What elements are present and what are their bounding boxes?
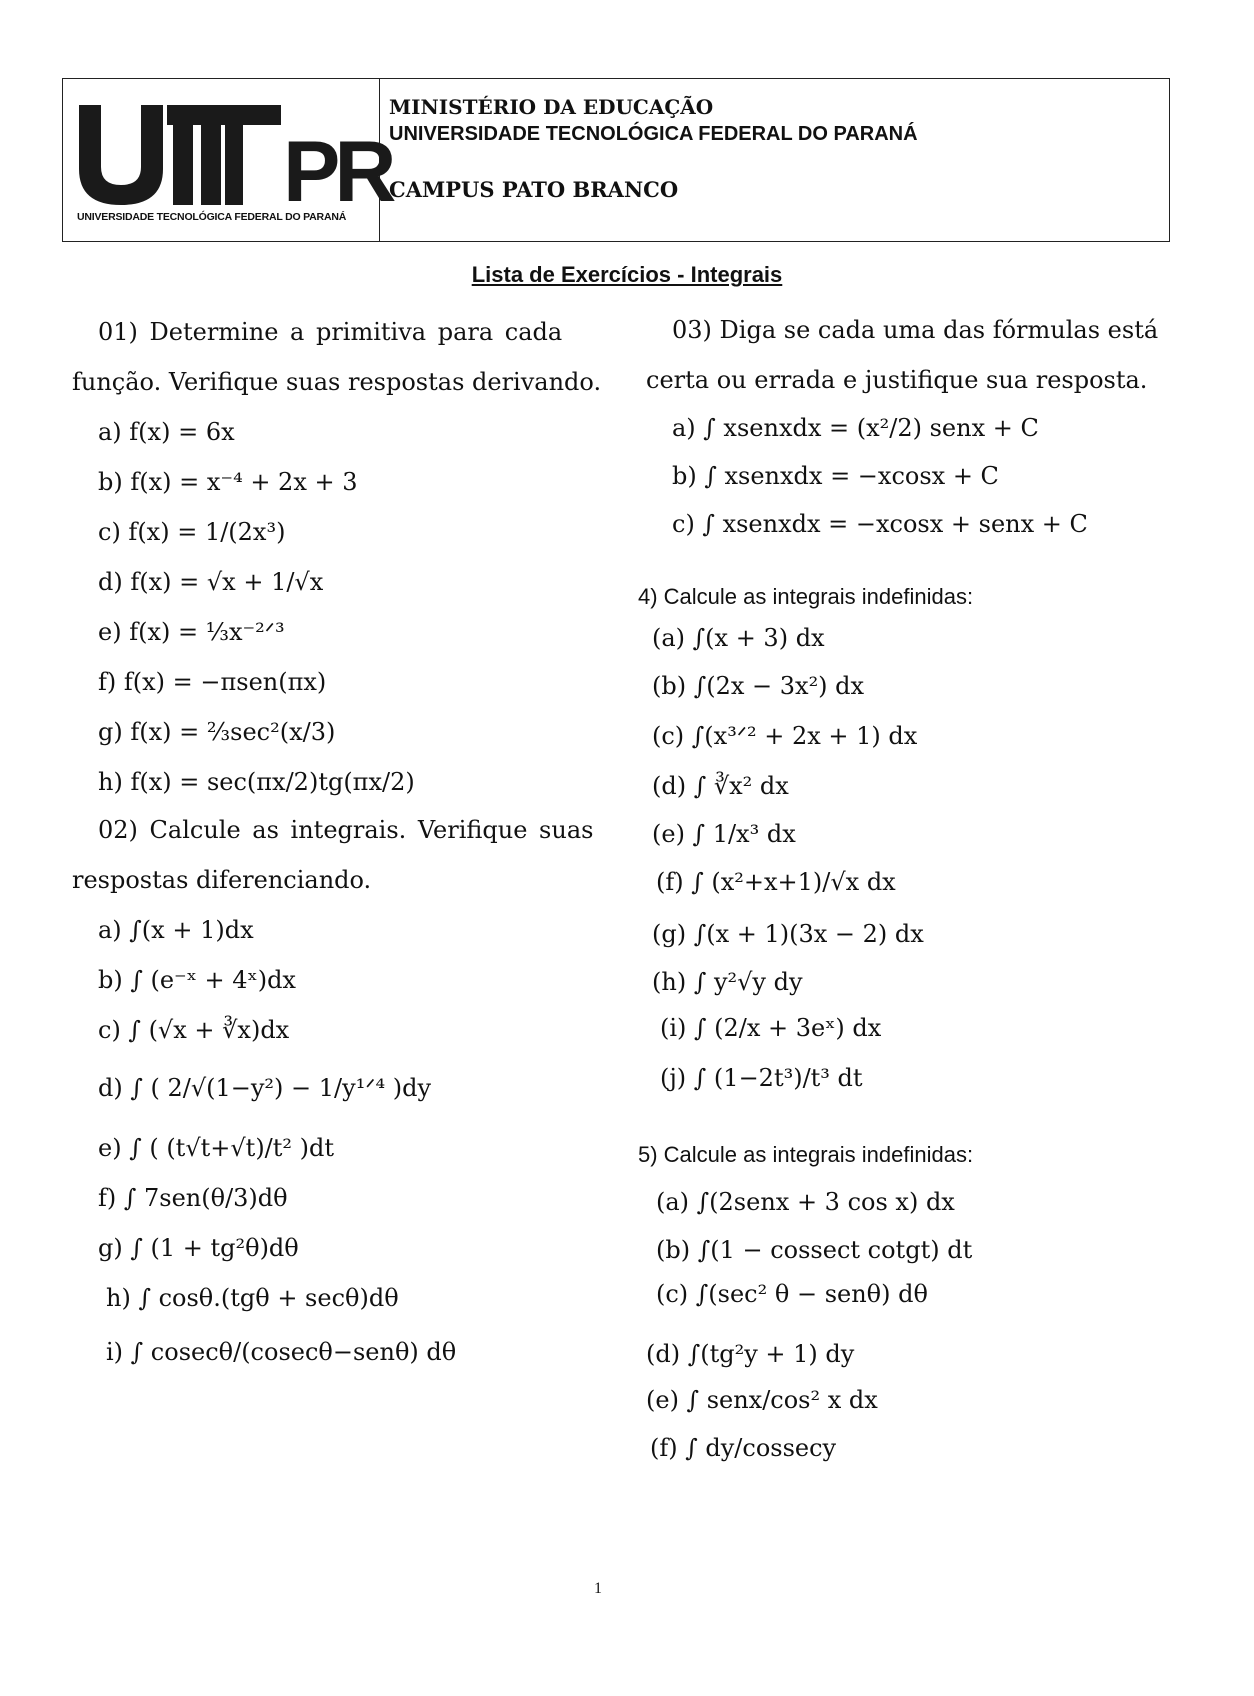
q1-intro-line2: função. Verifique suas respostas derivando.	[72, 368, 602, 396]
q1-item-g: g) f(x) = ⅔sec²(x/3)	[98, 718, 336, 746]
q3-intro-line2: certa ou errada e justifique sua resposta.	[646, 366, 1148, 394]
q2-intro-line2: respostas diferenciando.	[72, 866, 372, 894]
q1-item-d: d) f(x) = √x + 1/√x	[98, 568, 324, 596]
q3-item-c: c) ∫ xsenxdx = −xcosx + senx + C	[672, 510, 1088, 538]
document-header	[62, 78, 1170, 242]
q5-item-a: (a) ∫(2senx + 3 cos x) dx	[656, 1188, 955, 1216]
q1-item-c: c) f(x) = 1/(2x³)	[98, 518, 286, 546]
q5-intro: 5) Calcule as integrais indefinidas:	[638, 1142, 974, 1167]
q4-item-i: (i) ∫ (2/x + 3eˣ) dx	[660, 1014, 882, 1042]
document-title: Lista de Exercícios - Integrais	[471, 262, 783, 287]
q1-item-a: a) f(x) = 6x	[98, 418, 235, 446]
q1-intro-line1: 01) Determine a primitiva para cada	[98, 318, 563, 346]
q2-item-g: g) ∫ (1 + tg²θ)dθ	[98, 1234, 299, 1262]
q3-intro-line1: 03) Diga se cada uma das fórmulas está	[672, 316, 1159, 344]
page-number: 1	[594, 1580, 602, 1597]
q4-item-h: (h) ∫ y²√y dy	[652, 968, 803, 996]
q4-item-c: (c) ∫(x³ᐟ² + 2x + 1) dx	[652, 722, 918, 750]
university-title: UNIVERSIDADE TECNOLÓGICA FEDERAL DO PARANÁ	[389, 123, 918, 145]
svg-text:PR: PR	[283, 124, 391, 220]
q4-item-e: (e) ∫ 1/x³ dx	[652, 820, 796, 848]
q1-item-b: b) f(x) = x⁻⁴ + 2x + 3	[98, 468, 358, 496]
q2-item-b: b) ∫ (e⁻ˣ + 4ˣ)dx	[98, 966, 296, 994]
q4-item-f: (f) ∫ (x²+x+1)/√x dx	[656, 868, 896, 896]
q5-item-e: (e) ∫ senx/cos² x dx	[646, 1386, 878, 1414]
q2-item-c: c) ∫ (√x + ∛x)dx	[98, 1016, 290, 1044]
q4-item-j: (j) ∫ (1−2t³)/t³ dt	[660, 1064, 863, 1092]
q2-item-d: d) ∫ ( 2/√(1−y²) − 1/y¹ᐟ⁴ )dy	[98, 1074, 432, 1102]
q5-item-f: (f) ∫ dy/cossecy	[650, 1434, 837, 1462]
q4-item-g: (g) ∫(x + 1)(3x − 2) dx	[652, 920, 924, 948]
logo-cell	[63, 79, 391, 241]
q2-item-e: e) ∫ ( (t√t+√t)/t² )dt	[98, 1134, 335, 1162]
q3-item-a: a) ∫ xsenxdx = (x²/2) senx + C	[672, 414, 1039, 442]
q4-item-b: (b) ∫(2x − 3x²) dx	[652, 672, 865, 700]
q5-item-c: (c) ∫(sec² θ − senθ) dθ	[656, 1280, 928, 1308]
q4-intro: 4) Calcule as integrais indefinidas:	[638, 584, 974, 609]
q2-intro-line1: 02) Calcule as integrais. Verifique suas	[98, 816, 594, 844]
q2-item-f: f) ∫ 7sen(θ/3)dθ	[98, 1184, 288, 1212]
q4-item-d: (d) ∫ ∛x² dx	[652, 772, 789, 800]
q2-item-a: a) ∫(x + 1)dx	[98, 916, 254, 944]
q5-item-d: (d) ∫(tg²y + 1) dy	[646, 1340, 855, 1368]
q2-item-i: i) ∫ cosecθ/(cosecθ−senθ) dθ	[106, 1338, 457, 1366]
ministry-title: MINISTÉRIO DA EDUCAÇÃO	[389, 95, 714, 119]
q3-item-b: b) ∫ xsenxdx = −xcosx + C	[672, 462, 999, 490]
q1-item-e: e) f(x) = ⅓x⁻²ᐟ³	[98, 618, 285, 646]
campus-title: CAMPUS PATO BRANCO	[389, 177, 679, 202]
q5-item-b: (b) ∫(1 − cossect cotgt) dt	[656, 1236, 973, 1264]
q1-item-f: f) f(x) = −πsen(πx)	[98, 668, 327, 696]
q2-item-h: h) ∫ cosθ.(tgθ + secθ)dθ	[106, 1284, 399, 1312]
logo-caption: UNIVERSIDADE TECNOLÓGICA FEDERAL DO PARANÁ	[77, 211, 347, 223]
q4-item-a: (a) ∫(x + 3) dx	[652, 624, 825, 652]
q1-item-h: h) f(x) = sec(πx/2)tg(πx/2)	[98, 768, 415, 796]
